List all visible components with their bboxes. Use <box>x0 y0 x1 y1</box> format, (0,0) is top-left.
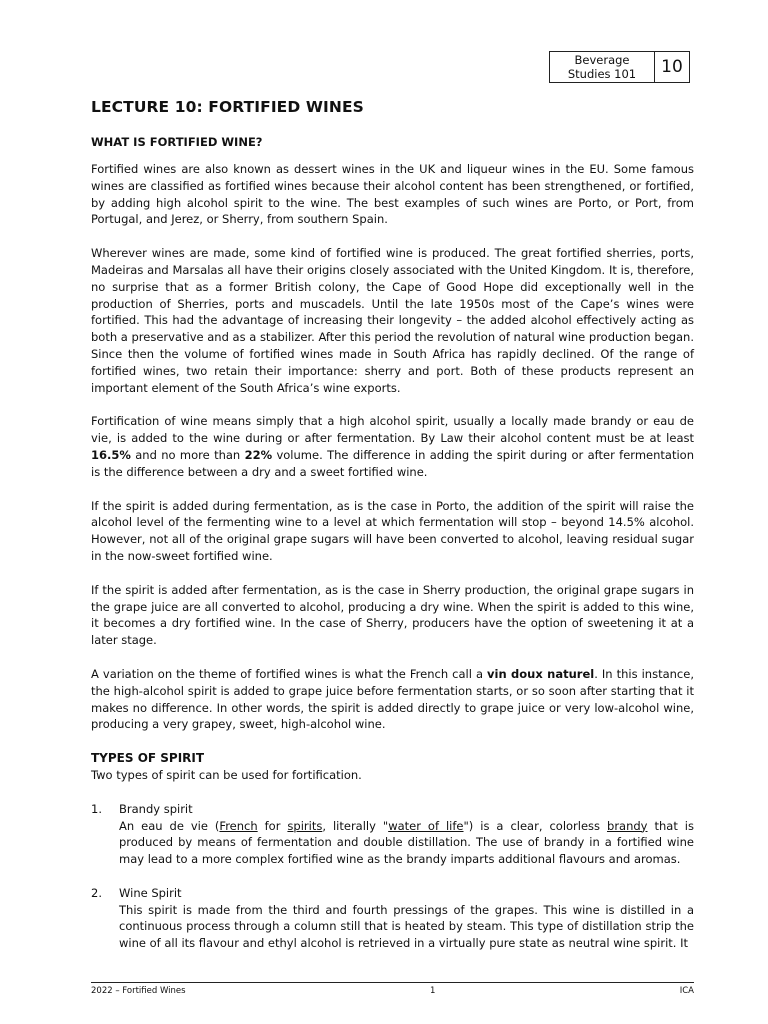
list-item-text <box>119 818 694 868</box>
page-title: LECTURE 10: FORTIFIED WINES <box>91 98 364 116</box>
link-brandy[interactable]: brandy <box>607 818 648 833</box>
text-span: An eau de vie ( <box>119 818 220 833</box>
paragraph <box>91 666 694 733</box>
bold-term: vin doux naturel <box>487 666 595 681</box>
list-item-text: This spirit is made from the third and fourth pressings of the grapes. This wine is distilled in a continuous process through a column still that is heated by steam. This type of distillation strip the wine of all its flavour and ethyl alcohol is retrieved in a virtually pure state as neutral wine spirit. It <box>119 902 694 951</box>
text-span: A variation on the theme of fortified wines is what the French call a <box>91 666 488 681</box>
text-span: ") is a clear, colorless <box>463 818 608 833</box>
list-item-title: Wine Spirit <box>119 885 182 900</box>
link-spirits[interactable]: spirits <box>287 818 323 833</box>
list-item-body <box>119 801 694 868</box>
list-item <box>91 885 694 952</box>
course-label-box <box>549 51 690 83</box>
text-span: Fortification of wine means simply that a high alcohol spirit, usually a locally made brandy or eau de vie, is added to the wine during or after fermentation. By Law their alcohol content must be at least <box>91 414 694 446</box>
paragraph: If the spirit is added during fermentation, as is the case in Porto, the addition of the spirit will raise the alcohol level of the fermenting wine to a level at which fermentation will stop – beyond 14.5% alcohol. However, not all of the original grape sugars will have been converted to alcohol, leaving residual sugar in the now-sweet fortified wine. <box>91 498 694 563</box>
paragraph: If the spirit is added after fermentation, as is the case in Sherry production, the original grape sugars in the grape juice are all converted to alcohol, producing a dry wine. When the spirit is added to this wine, it becomes a dry fortified wine. In the case of Sherry, producers have the option of sweetening it at a later stage. <box>91 582 694 648</box>
text-span: , literally " <box>322 818 389 833</box>
link-water-of-life[interactable]: water of life <box>388 818 464 833</box>
text-span: and no more than <box>130 447 245 462</box>
course-name <box>550 52 655 82</box>
bold-value: 16.5% <box>91 447 131 462</box>
list-number: 1. <box>91 801 102 816</box>
list-item-body <box>119 885 694 952</box>
text-span: for <box>257 818 288 833</box>
text-span: . In this instance, the high-alcohol spirit is added to grape juice before fermentation starts, or so soon after starting that it makes no difference. In other words, the spirit is added directly to grape juice or very low-alcohol wine, producing a very grapey, sweet, high-alcohol wine. <box>91 666 694 732</box>
link-french[interactable]: French <box>219 818 258 833</box>
paragraph <box>91 413 694 480</box>
bold-value: 22% <box>244 447 273 462</box>
list-item-title: Brandy spirit <box>119 801 193 816</box>
page-body <box>91 98 694 969</box>
course-name-line1: Beverage <box>574 53 630 67</box>
paragraph: Wherever wines are made, some kind of fortified wine is produced. The great fortified sherries, ports, Madeiras and Marsalas all have their origins closely associated with the United Kingdom. It is, therefore, no surprise that as a former British colony, the Cape of Good Hope did exceptionally well in the production of Sherries, ports and muscadels. Until the late 1950s most of the Cape’s wines were fortified. This had the advantage of increasing their longevity – the added alcohol effectively acting as both a preservative and as a stabilizer. After this period the revolution of natural wine production began. Since then the volume of fortified wines made in South Africa has rapidly declined. Of the range of fortified wines, two retain their importance: sherry and port. Both of these products represent an important element of the South Africa’s wine exports. <box>91 246 694 395</box>
section-intro: Two types of spirit can be used for fortification. <box>91 767 362 782</box>
page-footer <box>91 982 694 996</box>
footer-left: 2022 – Fortified Wines <box>91 986 186 996</box>
text-span: that is produced by means of fermentation and double distillation. The use of brandy in a fortified wine may lead to a more complex fortified wine as the brandy imparts additional flavours and aromas. <box>119 818 694 867</box>
footer-right: ICA <box>679 986 694 996</box>
paragraph: Fortified wines are also known as dessert wines in the UK and liqueur wines in the EU. Some famous wines are classified as fortified wines because their alcohol content has been strengthened, or fortified, by adding high alcohol spirit to the wine. The best examples of such wines are Porto, or Port, from Portugal, and Jerez, or Sherry, from southern Spain. <box>91 162 694 227</box>
text-span: volume. The difference in adding the spirit during or after fermentation is the difference between a dry and a sweet fortified wine. <box>91 447 694 479</box>
page-number: 1 <box>429 986 436 996</box>
course-name-line2: Studies 101 <box>567 67 637 81</box>
spirit-list <box>91 801 694 952</box>
lecture-number: 10 <box>661 57 683 77</box>
section-heading-types: TYPES OF SPIRIT <box>91 751 205 766</box>
list-number: 2. <box>91 885 102 900</box>
section-heading-what-is: WHAT IS FORTIFIED WINE? <box>91 135 263 149</box>
list-item <box>91 801 694 868</box>
